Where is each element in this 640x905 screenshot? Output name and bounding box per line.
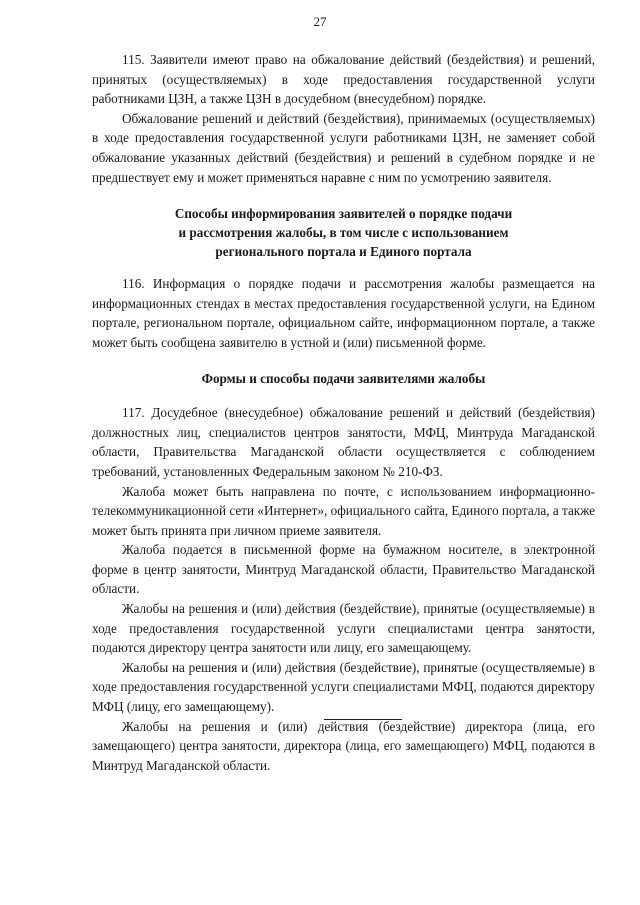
paragraph-115: 115. Заявители имеют право на обжалование действий (бездействия) и решений, принятых (осуществляемых) в ходе предоставления государственной услуги работниками ЦЗН, а также ЦЗН в досудебном (внесудебном) порядке. xyxy=(92,52,595,107)
paragraph-117: 117. Досудебное (внесудебное) обжалование решений и действий (бездействия) должностных лиц, специалистов центров занятости, МФЦ, Минтруда Магаданской области, Правительства Магаданской области осуществляется с соблюдением требований, установленных Федеральным законом № 210-ФЗ. xyxy=(92,405,595,479)
heading-line: и рассмотрения жалобы, в том числе с использованием xyxy=(178,225,509,241)
paragraph-117-ministry: Жалобы на решения и (или) действия (бездействие) директора (лица, его замещающего) центра занятости, директора (лица, его замещающего) МФЦ, подаются в Минтруд Магаданской области. xyxy=(92,718,595,773)
paragraph-117-mail: Жалоба может быть направлена по почте, с использованием информационно-телекоммуникационной сети «Интернет», официального сайта, Единого портала, а также может быть принята при личном приеме заявителя. xyxy=(92,483,595,538)
paragraph-117-form: Жалоба подается в письменной форме на бумажном носителе, в электронной форме в центр занятости, Минтруд Магаданской области, Правительство Магаданской области. xyxy=(92,542,595,597)
page-number: 27 xyxy=(313,14,327,29)
section-heading-forms: Формы и способы подачи заявителями жалобы xyxy=(201,370,486,386)
document-body xyxy=(92,50,595,775)
end-divider xyxy=(324,719,402,720)
paragraph-115-appeal-note: Обжалование решений и действий (бездействия), принимаемых (осуществляемых) в ходе предоставления государственной услуги работниками ЦЗН, не заменяет собой обжалование указанных действий (бездействия) и решений в судебном порядке и не предшествует ему и может применяться наравне с ним по усмотрению заявителя. xyxy=(92,110,595,185)
paragraph-116: 116. Информация о порядке подачи и рассмотрения жалобы размещается на информационных стендах в местах предоставления государственной услуги, на Едином портале, региональном портале, официальном сайте, информационном портале, а также может быть сообщена заявителю в устной и (или) письменной форме. xyxy=(92,276,595,350)
heading-line: регионального портала и Единого портала xyxy=(215,244,472,260)
heading-line: Способы информирования заявителей о порядке подачи xyxy=(174,206,513,222)
section-heading-informing xyxy=(92,204,595,261)
paragraph-117-center: Жалобы на решения и (или) действия (бездействие), принятые (осуществляемые) в ходе предоставления государственной услуги специалистами центра занятости, подаются директору центра занятости или лицу, его замещающему. xyxy=(92,601,595,656)
paragraph-117-mfc: Жалобы на решения и (или) действия (бездействие), принятые (осуществляемые) в ходе предоставления государственной услуги специалистами МФЦ, подаются директору МФЦ (лицу, его замещающему). xyxy=(92,659,595,715)
